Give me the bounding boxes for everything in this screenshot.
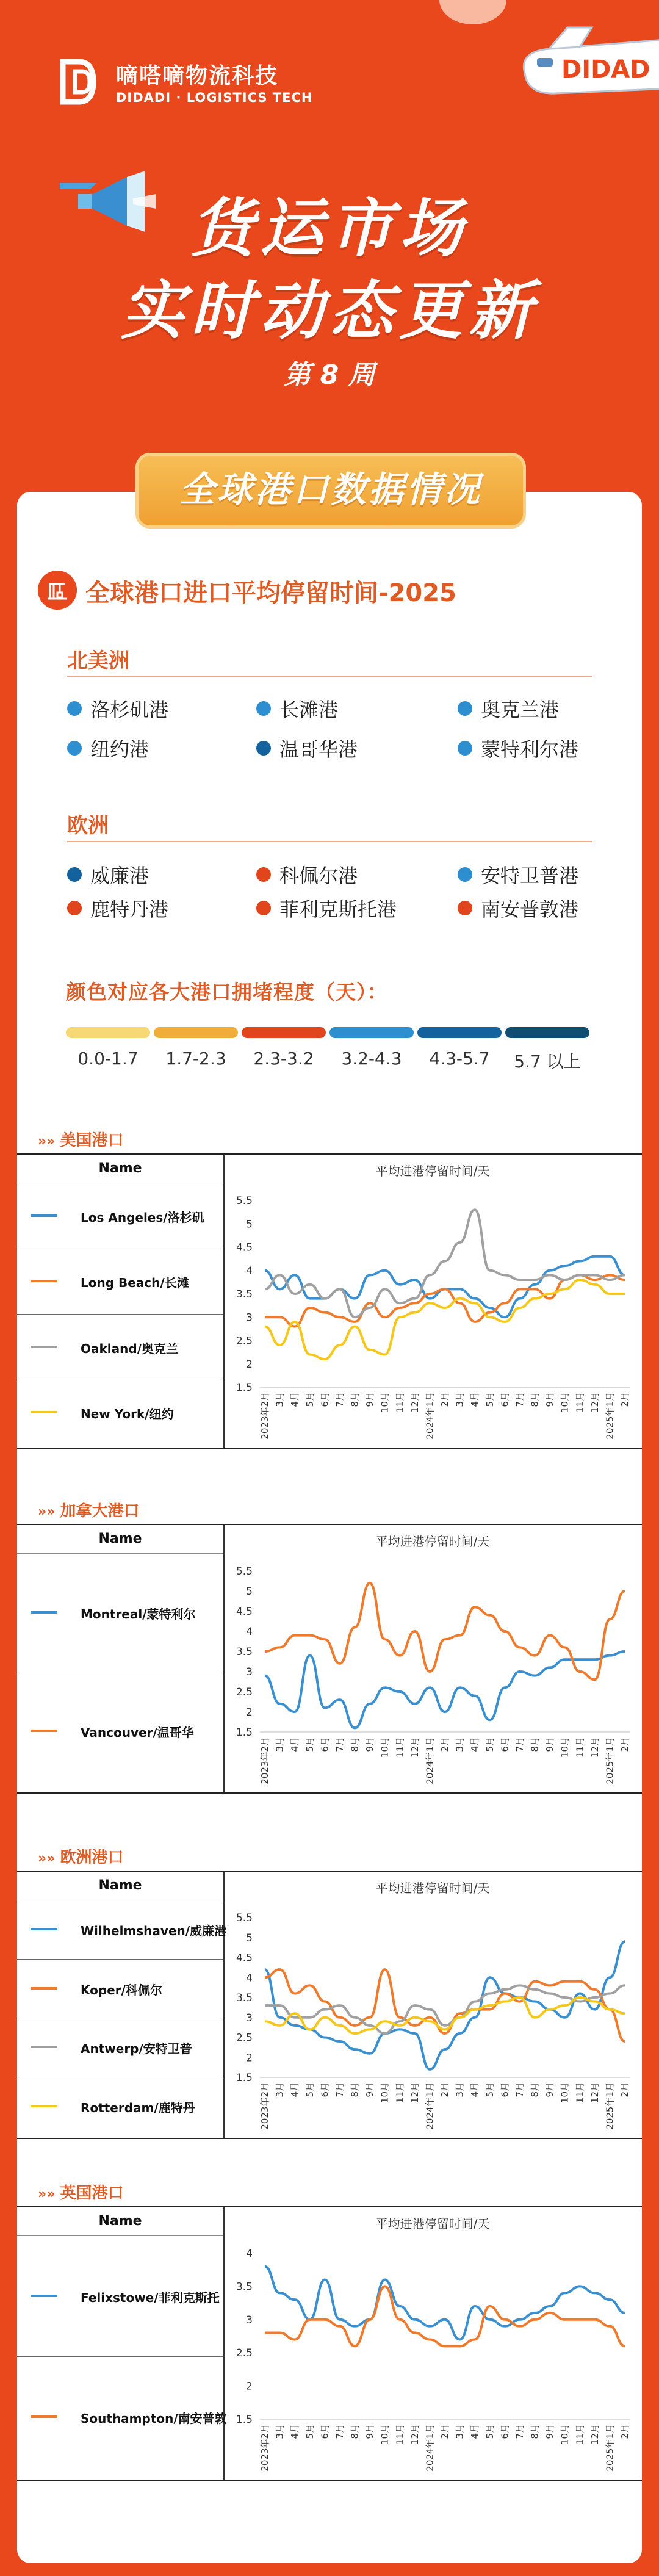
series-name: Long Beach/长滩 [81,1275,189,1291]
x-tick-label: 2025年1月 [604,2424,616,2472]
series-name: Rotterdam/鹿特丹 [81,2100,195,2115]
x-tick-label: 2025年1月 [604,2082,616,2130]
series-row [17,1183,223,1249]
x-tick-label: 9月 [364,1392,376,1407]
x-tick-label: 2025年1月 [604,1392,616,1440]
port-item [67,734,149,762]
series-line [265,1941,625,2069]
series-swatch [31,2105,57,2107]
x-tick-label: 2023年2月 [259,2424,270,2472]
port-name: 长滩港 [279,698,339,721]
series-swatch [31,1214,57,1217]
x-tick-label: 6月 [499,1392,511,1407]
port-name: 洛杉矶港 [90,698,169,721]
port-item [458,894,578,922]
brand-name-cn: 嘀嗒嘀物流科技 [116,63,279,88]
status-dot [256,867,271,882]
y-tick-label: 3.5 [236,1288,253,1301]
status-dot [67,741,82,756]
series-row [17,1380,223,1446]
port-item [458,734,578,762]
x-tick-label: 2024年1月 [424,2082,436,2130]
x-tick-label: 7月 [334,2424,345,2439]
series-row [17,1900,227,1960]
port-name: 安特卫普港 [481,864,579,887]
y-tick-label: 3.5 [236,2281,253,2293]
series-line [265,1997,625,2033]
status-dot [256,901,271,915]
double-chevron-icon: »» [38,1134,56,1149]
x-tick-label: 2月 [439,2424,450,2439]
x-tick-label: 12月 [409,2424,420,2445]
x-tick-label: 10月 [379,2082,391,2104]
series-line [265,1275,625,1326]
x-tick-label: 10月 [379,1392,391,1413]
y-tick-label: 3.5 [236,1646,253,1658]
x-tick-label: 11月 [394,1392,406,1413]
port-name: 温哥华港 [279,738,358,761]
region-europe: 欧洲 [67,814,109,838]
y-tick-label: 5 [246,1586,253,1598]
legend-label: 3.2-4.3 [341,1048,402,1069]
x-tick-label: 9月 [544,2424,556,2439]
x-tick-label: 2月 [619,1392,630,1407]
y-tick-label: 3 [246,1666,253,1678]
chart-table-uk [17,2206,642,2481]
x-tick-label: 8月 [529,2424,541,2439]
legend-bar [417,1027,502,1038]
x-tick-label: 4月 [289,2424,301,2439]
chart-title: 平均进港停留时间/天 [375,2217,490,2231]
x-tick-label: 11月 [574,1737,586,1758]
airplane-icon [513,15,659,101]
chart-heading-text: 英国港口 [60,2184,124,2203]
y-tick-label: 3 [246,2011,253,2024]
hero-title-line2: 实时动态更新 [120,273,538,348]
x-tick-label: 3月 [274,2082,286,2098]
x-tick-label: 7月 [514,2082,525,2098]
x-tick-label: 7月 [514,1737,525,1752]
legend-label: 2.3-3.2 [253,1048,314,1069]
series-name: New York/纽约 [81,1407,174,1422]
port-item [67,860,149,889]
series-name: Vancouver/温哥华 [81,1725,194,1740]
series-row [17,1314,223,1380]
series-name: Koper/科佩尔 [81,1982,162,1997]
line-chart [225,1525,641,1790]
x-tick-label: 11月 [394,2424,406,2445]
chart-heading-text: 美国港口 [60,1131,124,1150]
x-tick-label: 9月 [544,1392,556,1407]
series-swatch [31,1928,57,1930]
y-tick-label: 5.5 [236,1565,253,1578]
x-tick-label: 2024年1月 [424,2424,436,2472]
series-line [265,1583,625,1679]
legend-label: 1.7-2.3 [165,1048,226,1069]
region-divider [67,841,592,842]
series-swatch [31,1346,57,1348]
port-name: 南安普敦港 [481,898,579,921]
x-tick-label: 8月 [529,2082,541,2098]
series-row [17,1249,223,1315]
x-tick-label: 9月 [544,1737,556,1752]
status-dot [256,741,271,756]
section-pill-global-ports: 全球港口数据情况 [135,453,526,529]
chart-heading-us [38,1128,123,1150]
x-tick-label: 6月 [319,1737,331,1752]
series-swatch [31,2295,57,2297]
x-tick-label: 12月 [589,1392,600,1413]
x-tick-label: 3月 [454,1392,466,1407]
x-tick-label: 5月 [304,2424,315,2439]
x-tick-label: 11月 [394,1737,406,1758]
x-tick-label: 2023年2月 [259,1392,270,1440]
series-name: Southampton/南安普敦 [81,2411,227,2426]
x-tick-label: 12月 [589,2424,600,2445]
y-tick-label: 4 [246,1265,253,1277]
chart-heading-europe [38,1845,123,1867]
x-tick-label: 11月 [394,2082,406,2104]
x-tick-label: 5月 [304,1737,315,1752]
double-chevron-icon: »» [38,1851,56,1866]
series-swatch [31,1611,57,1614]
port-item [67,894,168,922]
chart-heading-text: 欧洲港口 [60,1849,124,1867]
port-item [256,695,338,723]
port-item [256,734,358,762]
chart-table-canada [17,1524,642,1794]
x-tick-label: 8月 [349,2082,361,2098]
port-crane-icon [38,571,77,610]
series-row [17,1553,223,1672]
x-tick-label: 2023年2月 [259,2082,270,2130]
y-tick-label: 5 [246,1218,253,1231]
x-tick-label: 7月 [334,1392,345,1407]
name-column-header: Name [17,2207,223,2236]
x-tick-label: 5月 [304,1392,315,1407]
x-tick-label: 4月 [469,2082,481,2098]
port-name: 纽约港 [90,738,149,761]
chart-heading-text: 加拿大港口 [60,1502,140,1520]
series-swatch [31,1411,57,1413]
week-label: 第 8 周 [284,359,375,391]
status-dot [458,701,472,716]
chart-heading-canada [38,1498,139,1521]
x-tick-label: 10月 [379,1737,391,1758]
series-line [265,2267,625,2340]
name-column-header: Name [17,1155,223,1183]
x-tick-label: 4月 [469,2424,481,2439]
x-tick-label: 2月 [439,1392,450,1407]
x-tick-label: 7月 [334,2082,345,2098]
legend-bar [330,1027,414,1038]
x-tick-label: 2023年2月 [259,1737,270,1784]
plane-text: DIDAD [561,56,650,84]
y-tick-label: 4 [246,1626,253,1638]
y-tick-label: 5 [246,1932,253,1944]
port-item [458,695,559,723]
x-tick-label: 7月 [514,2424,525,2439]
x-tick-label: 9月 [364,2424,376,2439]
x-tick-label: 9月 [544,2082,556,2098]
congestion-legend-title: 颜色对应各大港口拥堵程度（天）： [66,980,388,1004]
x-tick-label: 12月 [589,1737,600,1758]
region-divider [67,676,592,677]
x-tick-label: 6月 [499,1737,511,1752]
series-swatch [31,1987,57,1990]
y-tick-label: 3.5 [236,1992,253,2004]
x-tick-label: 2月 [439,2082,450,2098]
port-name: 科佩尔港 [279,864,358,887]
y-tick-label: 4.5 [236,1241,253,1254]
chart-table-europe [17,1871,642,2139]
x-tick-label: 2月 [619,1737,630,1752]
series-name: Montreal/蒙特利尔 [81,1607,196,1622]
didadi-logo-icon [58,58,106,106]
brand-name-en: DIDADI · LOGISTICS TECH [116,90,313,105]
x-tick-label: 4月 [469,1392,481,1407]
x-tick-label: 11月 [574,2082,586,2104]
x-tick-label: 12月 [409,1392,420,1413]
series-row [17,1672,223,1790]
x-tick-label: 10月 [559,2082,571,2104]
series-swatch [31,2046,57,2048]
x-tick-label: 5月 [484,1737,495,1752]
legend-label: 4.3-5.7 [429,1048,490,1069]
x-tick-label: 7月 [334,1737,345,1752]
y-tick-label: 4 [246,2248,253,2260]
x-tick-label: 6月 [499,2082,511,2098]
status-dot [67,701,82,716]
double-chevron-icon: »» [38,2187,56,2202]
series-line [265,1651,625,1728]
series-name: Antwerp/安特卫普 [81,2041,192,2057]
x-tick-label: 2月 [439,1737,450,1752]
series-row [17,1959,223,2019]
series-name: Los Angeles/洛杉矶 [81,1210,204,1225]
legend-bar [505,1027,589,1038]
x-tick-label: 4月 [289,1737,301,1752]
x-tick-label: 3月 [274,2424,286,2439]
x-tick-label: 2024年1月 [424,1392,436,1440]
series-row [17,2235,223,2357]
series-swatch [31,1730,57,1732]
x-tick-label: 10月 [379,2424,391,2445]
y-tick-label: 2.5 [236,2347,253,2360]
status-dot [67,901,82,915]
line-chart [225,1872,641,2135]
legend-bar [66,1027,150,1038]
x-tick-label: 8月 [349,1737,361,1752]
status-dot [67,867,82,882]
x-tick-label: 8月 [349,2424,361,2439]
name-column-header: Name [17,1872,223,1900]
port-name: 威廉港 [90,864,149,887]
y-tick-label: 2 [246,1706,253,1719]
legend-bar [242,1027,326,1038]
legend-label: 0.0-1.7 [77,1048,139,1069]
x-tick-label: 8月 [529,1392,541,1407]
x-tick-label: 6月 [319,2424,331,2439]
series-swatch [31,1280,57,1282]
x-tick-label: 9月 [364,1737,376,1752]
region-north-america: 北美洲 [67,649,129,673]
port-item [256,860,358,889]
x-tick-label: 5月 [484,2424,495,2439]
y-tick-label: 5.5 [236,1195,253,1207]
name-column-header: Name [17,1525,223,1554]
y-tick-label: 2.5 [236,1686,253,1698]
port-name: 鹿特丹港 [90,898,169,921]
series-name: Oakland/奥克兰 [81,1341,179,1356]
port-item [458,860,578,889]
x-tick-label: 10月 [559,1392,571,1413]
x-tick-label: 12月 [409,2082,420,2104]
chart-title: 平均进港停留时间/天 [375,1534,490,1549]
dwell-time-title: 全球港口进口平均停留时间-2025 [85,579,456,607]
port-name: 蒙特利尔港 [481,738,579,761]
x-tick-label: 2025年1月 [604,1737,616,1784]
series-name: Felixstowe/菲利克斯托 [81,2290,220,2305]
x-tick-label: 2月 [619,2082,630,2098]
y-tick-label: 4.5 [236,1606,253,1618]
chart-title: 平均进港停留时间/天 [375,1164,490,1178]
series-name: Wilhelmshaven/威廉港 [81,1924,227,1939]
y-tick-label: 5.5 [236,1912,253,1924]
x-tick-label: 5月 [304,2082,315,2098]
x-tick-label: 10月 [559,1737,571,1758]
x-tick-label: 7月 [514,1392,525,1407]
y-tick-label: 4.5 [236,1952,253,1964]
x-tick-label: 3月 [274,1737,286,1752]
x-tick-label: 3月 [454,2082,466,2098]
x-tick-label: 3月 [454,2424,466,2439]
x-tick-label: 4月 [289,1392,301,1407]
port-name: 奥克兰港 [481,698,560,721]
y-tick-label: 3 [246,1311,253,1324]
status-dot [256,701,271,716]
series-swatch [31,2415,57,2418]
x-tick-label: 6月 [499,2424,511,2439]
status-dot [458,867,472,882]
double-chevron-icon: »» [38,1504,56,1520]
x-tick-label: 2024年1月 [424,1737,436,1784]
x-tick-label: 5月 [484,1392,495,1407]
x-tick-label: 12月 [589,2082,600,2104]
x-tick-label: 9月 [364,2082,376,2098]
x-tick-label: 11月 [574,2424,586,2445]
x-tick-label: 8月 [529,1737,541,1752]
x-tick-label: 6月 [319,2082,331,2098]
x-tick-label: 4月 [289,2082,301,2098]
x-tick-label: 11月 [574,1392,586,1413]
x-tick-label: 10月 [559,2424,571,2445]
y-tick-label: 3 [246,2314,253,2326]
chart-title: 平均进港停留时间/天 [375,1881,490,1896]
chart-heading-uk [38,2181,123,2203]
x-tick-label: 6月 [319,1392,331,1407]
y-tick-label: 2 [246,1358,253,1371]
hero-title-line1: 货运市场 [190,191,469,265]
y-tick-label: 1.5 [236,1726,253,1739]
series-row [17,2356,227,2477]
legend-bar [154,1027,238,1038]
series-row [17,2077,223,2136]
port-item [256,894,397,922]
cloud-decoration [439,0,506,24]
y-tick-label: 1.5 [236,2414,253,2426]
y-tick-label: 2.5 [236,2032,253,2044]
port-name: 菲利克斯托港 [279,898,397,921]
x-tick-label: 3月 [454,1737,466,1752]
y-tick-label: 4 [246,1972,253,1985]
y-tick-label: 1.5 [236,1382,253,1394]
x-tick-label: 8月 [349,1392,361,1407]
series-row [17,2018,223,2077]
x-tick-label: 3月 [274,1392,286,1407]
y-tick-label: 2 [246,2380,253,2393]
legend-label: 5.7 以上 [514,1052,581,1072]
status-dot [458,741,472,756]
x-tick-label: 5月 [484,2082,495,2098]
y-tick-label: 2 [246,2052,253,2065]
x-tick-label: 4月 [469,1737,481,1752]
status-dot [458,901,472,915]
line-chart [225,1155,641,1445]
chart-table-us [17,1153,642,1449]
line-chart [225,2207,641,2477]
y-tick-label: 1.5 [236,2072,253,2084]
x-tick-label: 2月 [619,2424,630,2439]
y-tick-label: 2.5 [236,1335,253,1348]
x-tick-label: 12月 [409,1737,420,1758]
port-item [67,695,168,723]
